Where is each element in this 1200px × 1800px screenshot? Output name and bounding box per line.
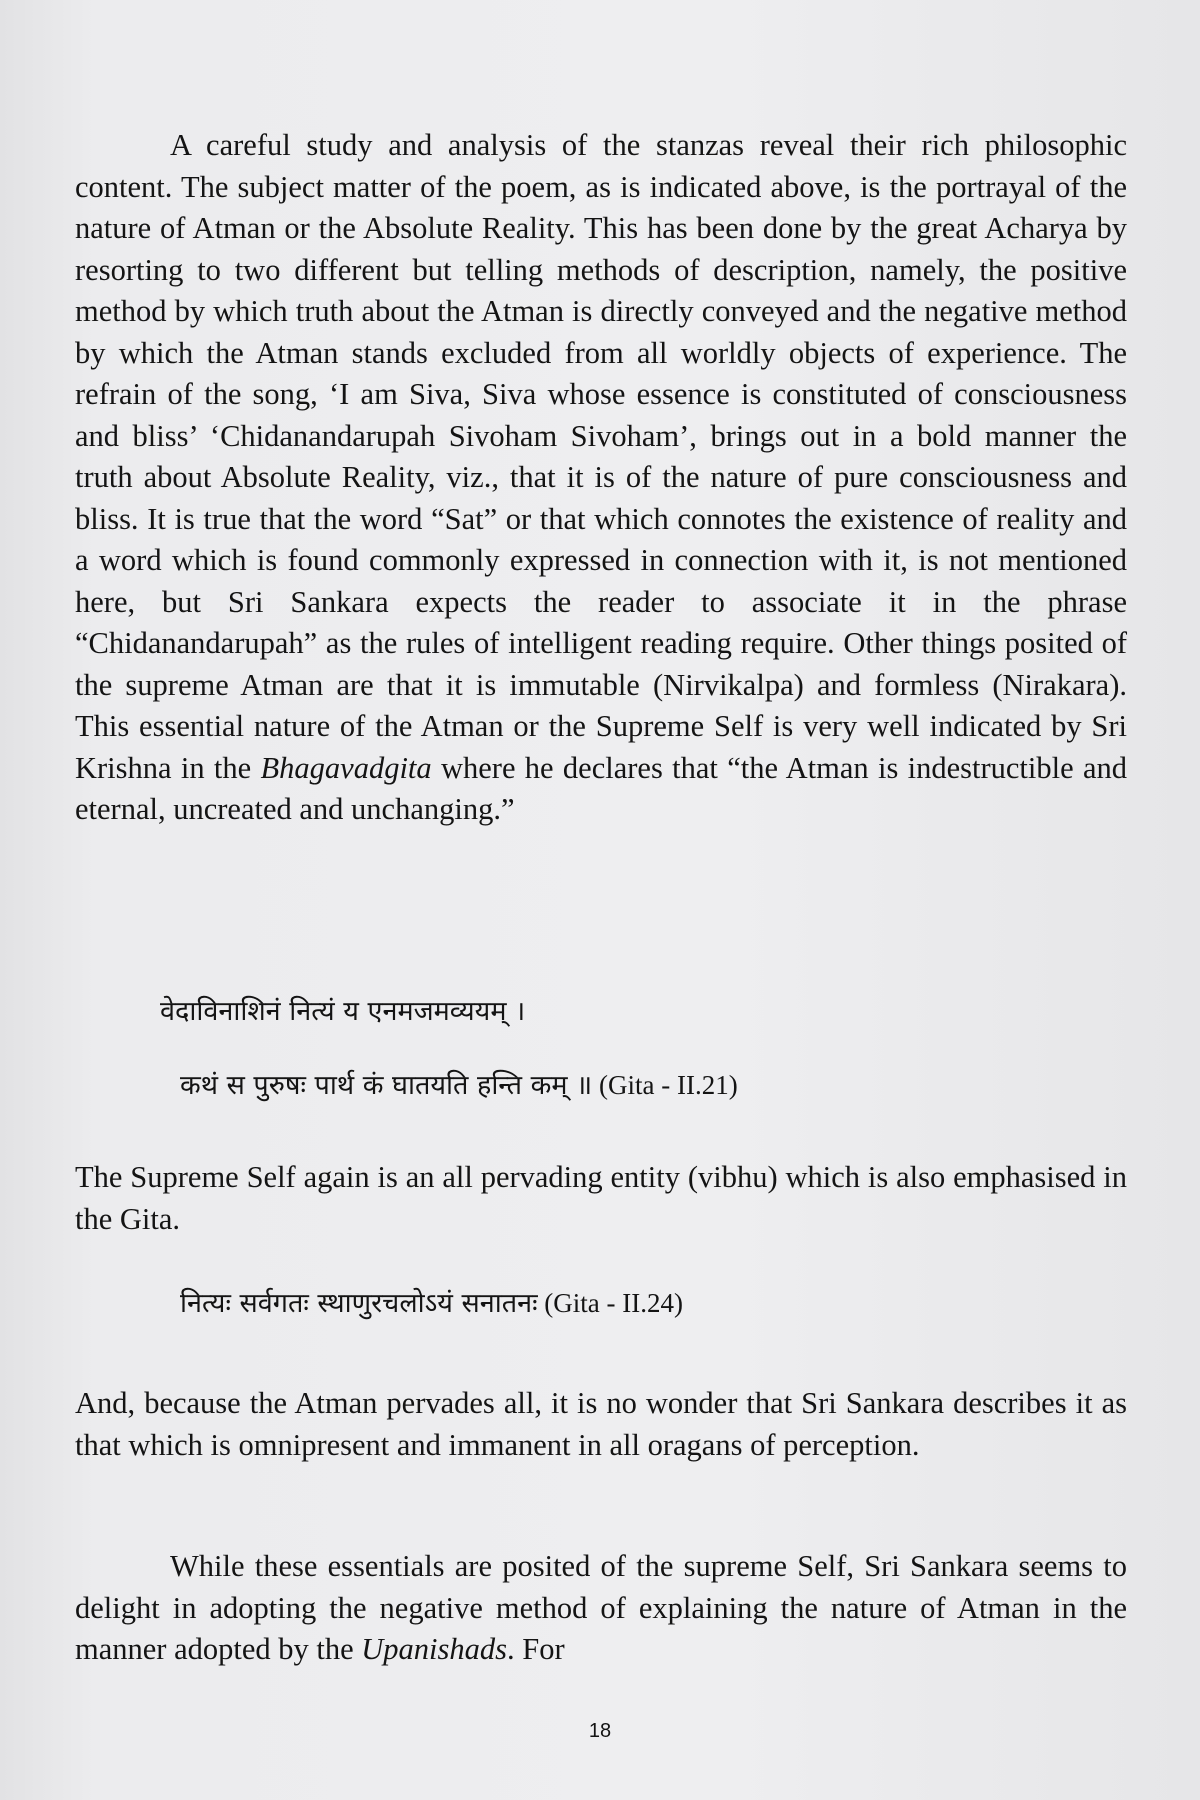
page-number: 18 <box>588 1720 612 1742</box>
paragraph-text: The Supreme Self again is an all pervading entity (vibhu) which is also emphasised in the Gita. <box>75 1160 1127 1236</box>
paragraph-text-end: where he declares that “the Atman is indestructible and eternal, uncreated and unchanging.” <box>75 750 1127 826</box>
verse-text: नित्यः सर्वगतः स्थाणुरचलोऽयं सनातनः <box>180 1288 538 1319</box>
verse-text: वेदाविनाशिनं नित्यं य एनमजमव्ययम् । <box>160 996 526 1027</box>
sanskrit-verse-2 <box>180 1285 683 1322</box>
paragraph-negative-method <box>75 1546 1127 1671</box>
verse-text: कथं स पुरुषः पार्थ कं घातयति हन्ति कम् ॥ <box>180 1070 593 1101</box>
paragraph-text: While these essentials are posited of the supreme Self, Sri Sankara seems to delight in adopting the negative method of explaining the nature of Atman in the manner adopted by the <box>75 1549 1127 1666</box>
paragraph-text: And, because the Atman pervades all, it is no wonder that Sri Sankara describes it as that which is omnipresent and immanent in all oragans of perception. <box>75 1386 1127 1462</box>
paragraph-text: A careful study and analysis of the stanzas reveal their rich philosophic content. The subject matter of the poem, as is indicated above, is the portrayal of the nature of Atman or the Absolute Reality. This has been done by the great Acharya by resorting to two different but telling methods of description, namely, the positive method by which truth about the Atman is directly conveyed and the negative method by which the Atman stands excluded from all worldly objects of experience. The refrain of the song, ‘I am Siva, Siva whose essence is constituted of consciousness and bliss’ ‘Chidanandarupah Sivoham Sivoham’, brings out in a bold manner the truth about Absolute Reality, viz., that it is of the nature of pure consciousness and bliss. It is true that the word “Sat” or that which connotes the existence of reality and a word which is found commonly expressed in connection with it, is not mentioned here, but Sri Sankara expects the reader to associate it in the phrase “Chidanandarupah” as the rules of intelligent reading require. Other things posited of the supreme Atman are that it is immutable (Nirvikalpa) and formless (Nirakara). This essential nature of the Atman or the Supreme Self is very well indicated by Sri Krishna in the <box>75 128 1127 785</box>
verse-citation: (Gita - II.24) <box>544 1288 683 1318</box>
paragraph-text-end: . For <box>507 1632 565 1666</box>
verse-citation: (Gita - II.21) <box>599 1070 738 1100</box>
italic-title-upanishads: Upanishads <box>361 1632 508 1666</box>
sanskrit-verse-1-line-2 <box>180 1067 738 1104</box>
sanskrit-verse-1-line-1 <box>160 993 525 1030</box>
paragraph-omnipresent <box>75 1383 1127 1466</box>
paragraph-atman-nature <box>75 125 1127 831</box>
italic-title-bhagavadgita: Bhagavadgita <box>260 750 432 785</box>
paragraph-vibhu <box>75 1157 1127 1240</box>
